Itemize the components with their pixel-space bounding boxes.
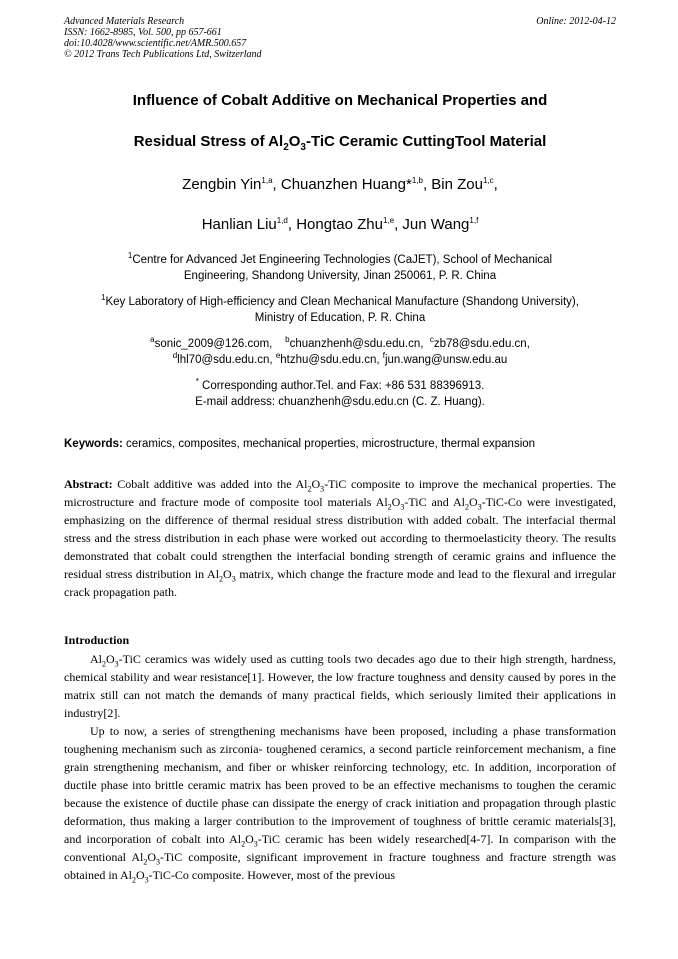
affiliation-2: $^1$Key Laboratory of High-efficiency and Clean Mechanical Manufacture (Shandong University), Ministry of Education, P. R. China — [101, 293, 579, 324]
journal-name: Advanced Materials Research — [64, 16, 185, 27]
doi-line: doi:10.4028/www.scientific.net/AMR.500.657 — [64, 38, 247, 49]
authors-line-2: Hanlian Liu$^{1,d}$, Hongtao Zhu$^{1,e}$, Jun Wang$^{1,f}$ — [201, 216, 479, 233]
authors-line-1: Zengbin Yin$^{1,a}$, Chuanzhen Huang*$^{1,b}$, Bin Zou$^{1,c}$, — [182, 176, 498, 193]
issn-line: ISSN: 1662-8985, Vol. 500, pp 657-661 — [64, 27, 222, 38]
keywords: Keywords: ceramics, composites, mechanical properties, microstructure, thermal expansion — [64, 438, 536, 450]
abstract: Abstract: Cobalt additive was added into the $Al_2O_3$-TiC composite to improve the mechanical properties. The microstructure and fracture mode of composite tool materials $Al_2O_3$-TiC and $Al_2O_3-TiC-Co$ were investigated, emphasizing on the difference of thermal residual stress distribution with added cobalt. The interfacial thermal stress and the stress distribution in each phase were worked out according to thermoelasticity theory. The results demonstrated that cobalt could strengthen the interfacial bonding strength of ceramic grains and influence the residual stress distribution in $Al_2O_3$ matrix, which change the fracture mode and lead to the flexural and irregular crack propagation path. — [64, 477, 616, 599]
paper-title-line-1: Influence of Cobalt Additive on Mechanical Properties and — [132, 92, 548, 109]
copyright-line: © 2012 Trans Tech Publications Ltd, Switzerland — [64, 49, 262, 60]
paper-title-line-2: Residual Stress of $Al_2O_3$-TiC Ceramic CuttingTool Material — [133, 133, 547, 153]
online-date: Online: 2012-04-12 — [536, 16, 616, 27]
email-addresses: $^a$sonic_2009@126.com, $^b$chuanzhenh@sdu.edu.cn, $^c$zb78@sdu.edu.cn, $^d$lhl70@sdu.edu.cn, $^e$htzhu@sdu.edu.cn, $^f$jun.wang@unsw.edu.au — [150, 335, 530, 366]
affiliation-1: $^1$Centre for Advanced Jet Engineering Technologies (CaJET), School of Mechanical Engineering, Shandong University, Jinan 250061, P. R. China — [127, 251, 553, 282]
journal-header — [64, 16, 616, 60]
section-heading-introduction: Introduction — [64, 633, 130, 647]
corresponding-author: * Corresponding author.Tel. and Fax: +86 531 88396913. E-mail address: chuanzhenh@sdu.edu.cn (C. Z. Huang). — [195, 377, 485, 408]
intro-paragraph-1: $Al_2O_3$-TiC ceramics was widely used as cutting tools two decades ago due to their high strength, hardness, chemical stability and wear resistance[1]. However, the low fracture toughness and density caused by pores in the matrix still can not match the demands of many practical fields, which seriously limited their applications in industry[2]. — [64, 652, 616, 720]
intro-paragraph-2: Up to now, a series of strengthening mechanisms have been proposed, including a phase transformation toughening mechanism such as zirconia- toughened ceramics, a second particle reinforcement mechanism, a fine grain strengthening mechanism, and fiber or whisker reinforcing technology, etc. In addition, incorporation of ductile phase into brittle ceramic matrix has been proved to be an effective mechanisms to toughen the ceramic because the existence of ductile phase can dissipate the energy of crack initiation and propagation through plastic deformation, thus making a larger contribution to the improvement of toughness of brittle ceramic materials[3], and incorporation of cobalt into $Al_2O_3$-TiC ceramic has been widely researched[4-7]. In comparison with the conventional $Al_2O_3$-TiC composite, significant improvement in fracture toughness and fracture strength was obtained in $Al_2O_3-TiC-Co$ composite. However, most of the previous — [64, 724, 617, 885]
